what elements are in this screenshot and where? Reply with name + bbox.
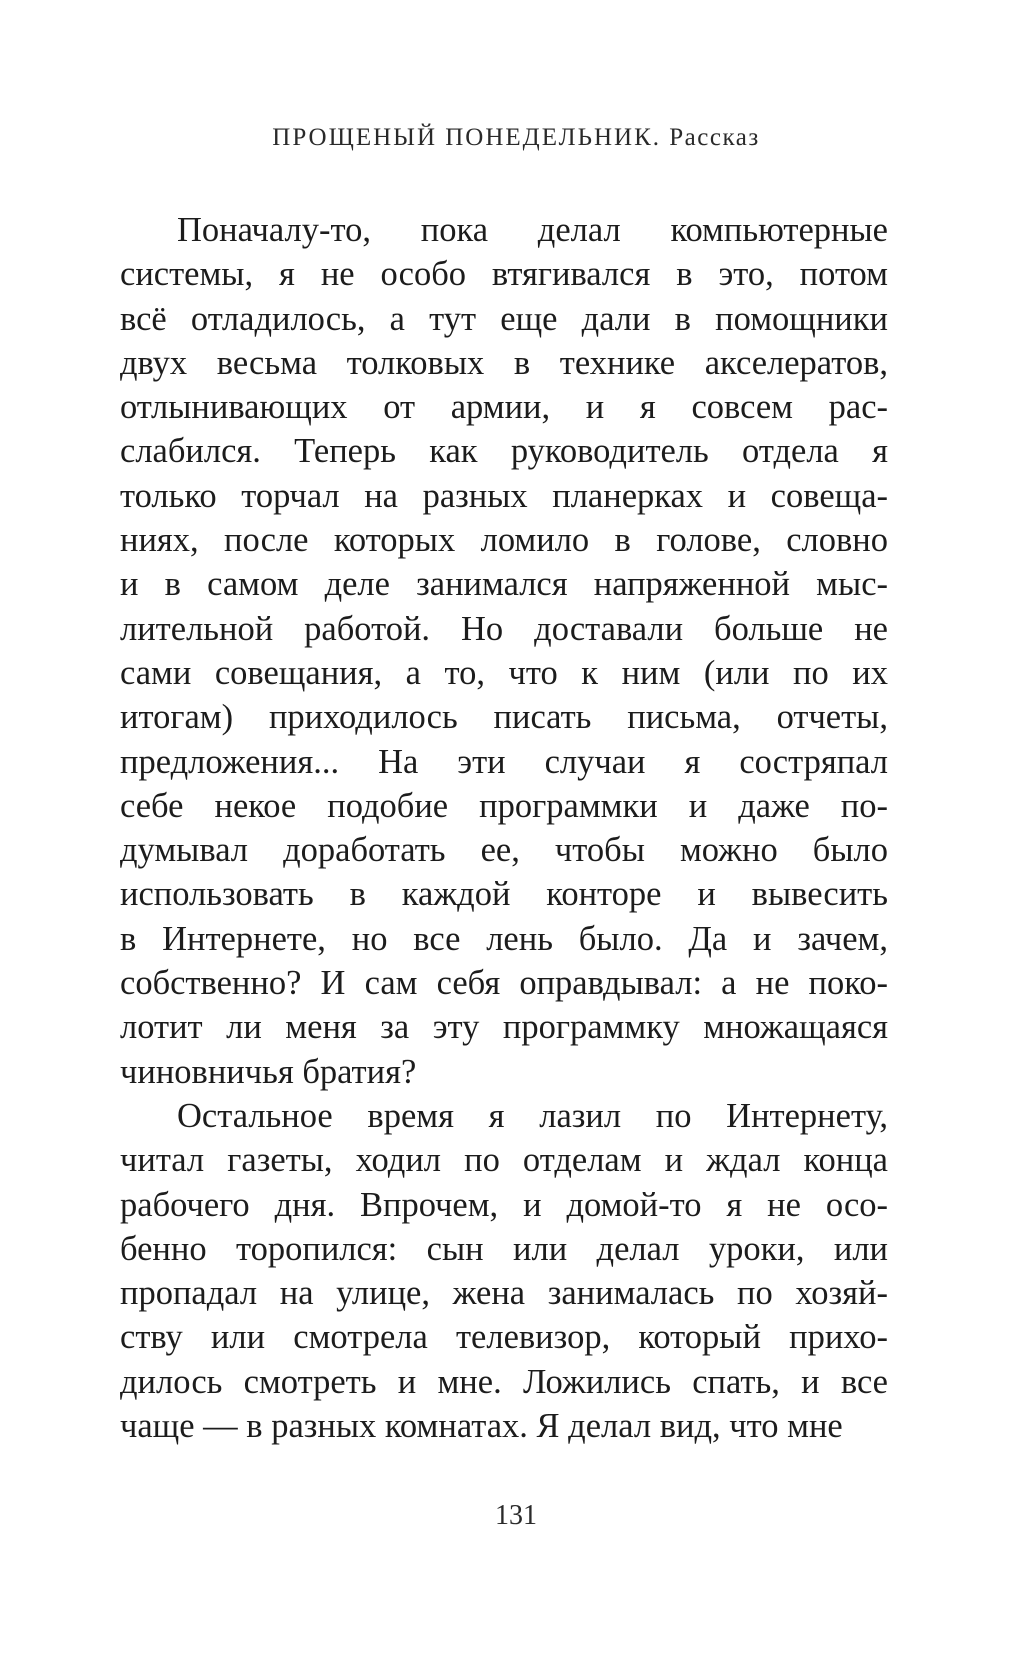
text-line: рабочего дня. Впрочем, и домой-то я не осо- [120,1185,888,1224]
text-line: системы, я не особо втягивался в это, потом [120,255,888,294]
text-line: ству или смотрела телевизор, который прихо- [120,1318,888,1357]
text-line: всё отладилось, а тут еще дали в помощники [120,299,888,338]
text-line: лительной работой. Но доставали больше не [120,609,888,648]
text-line: пропадал на улице, жена занималась по хозяй- [120,1274,888,1313]
text-line: двух весьма толковых в технике акселератов, [120,343,888,382]
text-line: отлынивающих от армии, и я совсем рас- [120,388,888,427]
running-head [0,124,1032,152]
text-line: Поначалу-то, пока делал компьютерные [177,211,888,249]
text-line: только торчал на разных планерках и совеща- [120,476,888,515]
running-head-title: ПРОЩЕНЫЙ ПОНЕДЕЛЬНИК. [272,124,662,151]
text-line: итогам) приходилось писать письма, отчеты, [120,698,888,737]
text-line: чиновничья братия? [120,1052,417,1091]
paragraph [120,208,888,1094]
text-line: бенно торопился: сын или делал уроки, или [120,1229,888,1268]
text-line: себе некое подобие программки и даже по- [120,786,888,825]
text-line: чаще — в разных комнатах. Я делал вид, что мне [120,1407,843,1446]
text-line: сами совещания, а то, что к ним (или по их [120,653,888,692]
text-line: лотит ли меня за эту программку множащаяся [120,1008,888,1047]
paragraph [120,1094,888,1448]
text-line: собственно? И сам себя оправдывал: а не поко- [120,964,888,1003]
text-line: слабился. Теперь как руководитель отдела я [120,432,888,471]
page-number: 131 [495,1500,537,1531]
running-head-subtitle: Рассказ [669,124,760,151]
text-line: Остальное время я лазил по Интернету, [177,1096,888,1135]
text-line: предложения... На эти случаи я состряпал [120,742,888,781]
text-line: читал газеты, ходил по отделам и ждал конца [120,1141,888,1180]
text-line: и в самом деле занимался напряженной мыс- [120,565,888,604]
text-line: думывал доработать ее, чтобы можно было [120,831,888,870]
text-line: использовать в каждой конторе и вывесить [120,875,888,914]
body-text [120,208,888,1448]
text-line: дилось смотреть и мне. Ложились спать, и все [120,1362,888,1401]
text-line: в Интернете, но все лень было. Да и зачем, [120,919,888,958]
text-line: ниях, после которых ломило в голове, словно [120,521,888,560]
